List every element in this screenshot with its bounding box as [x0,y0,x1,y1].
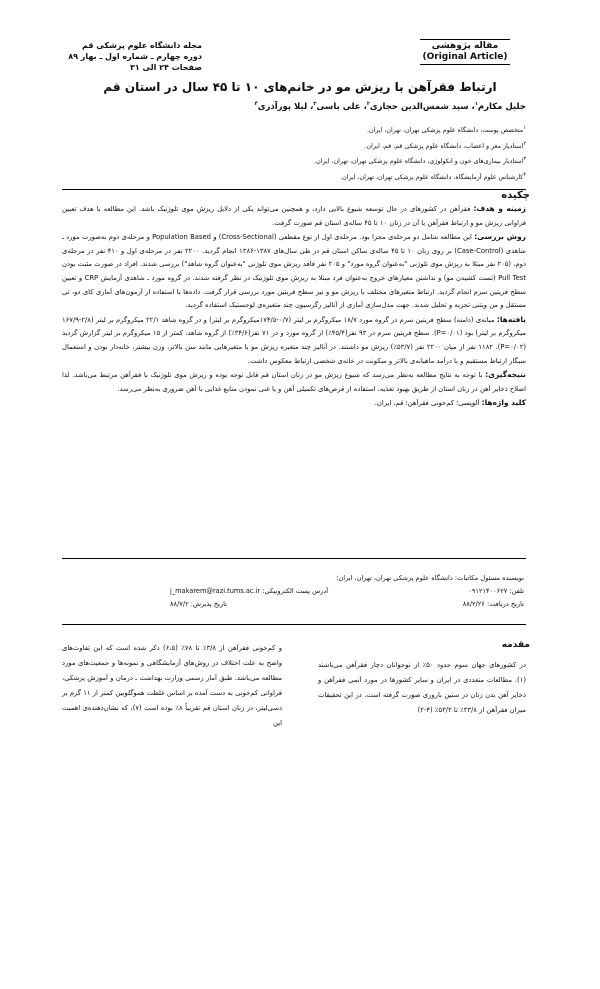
affiliation-3: $^۳$استادیار بیماری‌های خون و انکولوژی، دانشگاه علوم پزشکی تهران، تهران، ایران. [314,156,526,166]
corresponding-author: نویسنده مسئول مکاتبات: دانشگاه علوم پزشکی تهران، تهران، ایران؛ [336,574,524,582]
affiliation-4: $^۴$کارشناس علوم آزمایشگاه، دانشگاه علوم پزشکی تهران، تهران، ایران. [340,171,526,181]
dates-row [170,598,524,611]
abstract-top-rule [62,189,526,190]
abstract-heading: چکیده [501,190,530,201]
article-type-fa: مقاله پژوهشی [431,41,499,51]
journal-name: مجله دانشگاه علوم پزشکی قم [81,41,202,50]
intro-left-column: و کم‌خونی فقرآهن از ۳/۸٪ تا ۷۸٪ (۶،۵) ذکر شده است که این تفاوت‌های واضح به علت اختلاف در روش‌های آزمایشگاهی و نمونه‌ها و جمعیت‌های مورد مطالعه می‌باشد. طبق آمار رسمی وزارت بهداشت ـ درمان و آموزش پزشکی، فراوانی کم‌خونی به دست آمده بر اساس غلظت هموگلوبین کمتر از ۱۱ گرم بر دسی‌لیتر، در زنان استان قم تقریباً ۸٪ بوده است (۷)، که نشان‌دهنده‌ی اهمیت این [62,644,283,727]
abstract-body [62,202,526,411]
journal-info [62,40,202,73]
affiliation-list [60,122,526,184]
abstract-bottom-rule [62,558,526,559]
intro-right-column: در کشورهای جهان سوم حدود ۵۰٪ از نوجوانان دچار فقرآهن می‌باشند (۱). مطالعات متعددی در ایران و سایر کشورها در مورد آنمی فقرآهن و ذخایر آهن بدن زنان در سنین باروری صورت گرفته است. در این تحقیقات میزان فقرآهن از ۲۳/۸٪ تا ۵۳/۲٪ (۴-۲) [318,661,526,714]
affiliation-1: $^۱$متخصص پوست، دانشگاه علوم پزشکی تهران، تهران، ایران. [367,125,526,135]
author-1: جلیل مکارم$^۱$ [474,101,526,112]
correspondence-block [170,572,524,611]
article-type-badge [414,38,516,66]
badge-top-rule [420,39,510,40]
abstract-results: یافته‌ها: میانه‌ی (دامنه) سطح فریتین سرم در گروه مورد ۱۸/۷ میکروگرم بر لیتر (۰/۷-۱۷۴/۵میکروگرم بر لیتر) و در گروه شاهد ۲۲/۱ میکروگرم بر لیتر (۲/۸-۱۶۷/۹ میکروگرم بر لیتر) بود (P=۰/۰۱). سطح فریتین سرم در ۹۳ نفر(۴۵/۴٪) از گروه مورد و در ۷۱ نفر(۳۴/۶٪) از گروه شاهد، کمتر از ۱۵ میکروگرم بر لیتر گزارش گردید (P=۰/۰۲). ۱۱۸۲ نفر از میان ۲۲۰۰ نفر (۵۳/۷٪) ریزش مو داشتند. در آنالیز چند متغیره ریزش مو با متغیرهایی مانند سن بالاتر، وزن بیشتر، خانه‌دار بودن و استعمال سیگار ارتباط مستقیم و با درآمد ماهیانه‌ی بالاتر و سکونت در خانه‌ی شخصی ارتباط معکوس داشت. [62,314,527,365]
author-3: علی باسی$^۳$ [313,101,361,112]
journal-issue: دوره چهارم ـ شماره اول ـ بهار ۸۹ [68,52,202,61]
contact-row [170,585,524,598]
abstract-methods: روش بررسی: این مطالعه شامل دو مرحله‌ی مجزا بود. مرحله‌ی اول از نوع مقطعی (Cross-Sectional) و Population Based و مرحله‌ی دوم به‌صورت مورد ـ شاهدی (Case-Control) بر روی زنان ۱۰ تا ۴۵ ساله‌ی ساکن استان قم در طی سال‌های ۱۳۸۷-۱۳۸۶ انجام گردید. ۲۲۰۰ نفر در مرحله‌ی اول و ۴۱۰ نفر در مرحله‌ی دوم، (۲۰۵ نفر مبتلا به ریزش موی تلوژنی "به‌عنوان گروه مورد" و ۲۰۵ نفر فاقد ریزش موی تلوژنی "به‌عنوان گروه شاهد") بررسی شدند. افراد در صورت مثبت بودن Pull Test (تست کشیدن مو) و نداشتن معیارهای خروج به‌عنوان فرد مبتلا به ریزش موی تلوژنیک در نظر گرفته شدند. در گروه مورد ـ شاهدی آزمایش CRP و تعیین سطح فریتین سرم انجام گردید. ارتباط متغیرهای مختلف با ریزش مو و نیز سطح فریتین مورد بررسی قرار گرفت. داده‌ها با استفاده از آزمون‌های آماری کای دو، تی مستقل و من ویتنی تجزیه و تحلیل شدند. جهت مدل‌سازی آماری از آنالیز رگرسیون چند متغیره‌ی لوجستیک استفاده گردید. [62,232,527,310]
contact-bottom-rule [62,624,526,625]
author-4: لیلا پورآذری$^۴$ [254,101,308,112]
badge-bottom-rule [420,64,510,65]
author-list: جلیل مکارم$^۱$، سید شمس‌الدین حجازی$^۲$، علی باسی$^۳$، لیلا پورآذری$^۴$ [254,101,526,112]
introduction-heading: مقدمه [501,640,530,650]
article-type-en: (Original Article) [422,52,508,62]
affiliation-2: $^۲$استادیار مغز و اعصاب، دانشگاه علوم پزشکی قم، قم، ایران. [364,140,526,150]
email: آدرس پست الکترونیکی: j_makarem@razi.tums.ac.ir [170,587,329,595]
author-2: سید شمس‌الدین حجازی$^۲$ [366,101,469,112]
accepted-date: تاریخ پذیرش: ۸۸/۷/۲ [170,600,227,608]
phone: تلفن: ۰۹۱۲۱۴۰۰۶۲۷ [468,587,524,595]
journal-pages: صفحات ۲۴ الی ۳۱ [129,63,202,72]
abstract-keywords: کلید واژه‌ها: آلوپسی؛ کم‌خونی فقرآهن؛ قم، ایران. [374,398,526,408]
abstract-conclusion: نتیجه‌گیری: با توجه به نتایج مطالعه به‌نظر می‌رسد که شیوع ریزش مو در زنان استان قم قابل توجه بوده و ریزش موی تلوژنیک با فقرآهن مرتبط می‌باشد. لذا اصلاح ذخایر آهن در زنان استان از طریق بهبود تغذیه، استفاده از قرص‌های تکمیلی آهن و یا غنی نمودن منابع غذایی با آهن ضروری به‌نظر می‌رسد. [62,370,526,393]
received-date: تاریخ دریافت: ۸۸/۲/۲۶ [462,600,524,608]
article-title: ارتباط فقرآهن با ریزش مو در خانم‌های ۱۰ تا ۴۵ سال در استان قم [103,80,497,94]
abstract-background: زمینه و هدف: فقرآهن در کشورهای در حال توسعه شیوع بالایی دارد، و همچنین می‌تواند یکی از دلایل ریزش موی تلوژنیک باشد. این مطالعه با هدف تعیین فراوانی ریزش مو و ارتباط فقرآهن با آن در زنان ۱۰ تا ۴۵ ساله‌ی استان قم صورت گرفت. [62,204,526,227]
